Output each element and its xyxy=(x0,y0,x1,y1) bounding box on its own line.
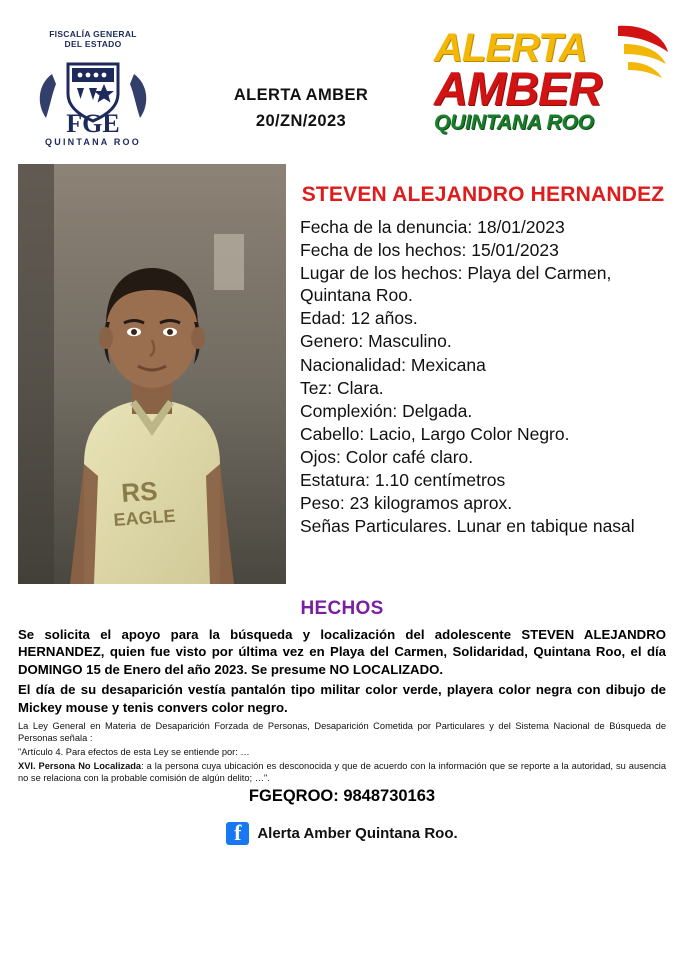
poster-title: ALERTA AMBER xyxy=(233,86,369,104)
field-peso xyxy=(300,492,666,514)
person-info xyxy=(286,164,666,584)
field-fecha-denuncia xyxy=(300,216,666,238)
field-edad xyxy=(300,307,666,329)
field-value: Playa del Carmen, Quintana Roo. xyxy=(300,263,612,306)
facebook-icon[interactable] xyxy=(226,822,249,845)
field-complexion xyxy=(300,400,666,422)
field-label: Fecha de la denuncia: xyxy=(300,217,473,238)
hechos-heading: HECHOS xyxy=(300,598,384,619)
field-value: Particulares. Lunar en tabique nasal xyxy=(354,515,635,536)
legal-note xyxy=(18,720,666,784)
field-label: Señas xyxy=(300,515,350,536)
field-value: Delgada. xyxy=(402,400,473,421)
field-label: Lugar de los hechos: xyxy=(300,263,463,284)
svg-text:EAGLE: EAGLE xyxy=(112,505,177,530)
fge-seal-block xyxy=(18,16,168,147)
field-value: 23 kilogramos aprox. xyxy=(349,492,513,513)
legal-term: XVI. Persona No Localizada xyxy=(18,761,142,772)
fge-logo-icon xyxy=(28,54,158,136)
missing-person-photo xyxy=(18,164,286,584)
facebook-row[interactable] xyxy=(18,822,666,845)
contact-phone[interactable]: FGEQROO: 9848730163 xyxy=(248,786,436,805)
hechos-paragraph-2: El día de su desaparición vestía pantalón tipo militar color verde, playera color negra con dibujo de Mickey mouse y tenis convers color negro. xyxy=(18,682,666,715)
alerta-amber-logo xyxy=(434,16,666,133)
svg-text:FGE: FGE xyxy=(66,108,120,136)
field-genero xyxy=(300,330,666,352)
field-cabello xyxy=(300,423,666,445)
field-value: Masculino. xyxy=(368,331,452,352)
field-lugar-hechos xyxy=(300,262,666,306)
legal-line-3 xyxy=(18,760,666,784)
field-fecha-hechos xyxy=(300,239,666,261)
field-label: Nacionalidad: xyxy=(300,354,407,375)
facebook-page-label[interactable]: Alerta Amber Quintana Roo. xyxy=(257,824,458,842)
person-name: STEVEN ALEJANDRO HERNANDEZ xyxy=(301,183,665,206)
poster-main xyxy=(18,164,666,584)
field-value: 18/01/2023 xyxy=(477,217,565,238)
fge-top-line1: FISCALÍA GENERAL xyxy=(49,29,137,39)
fge-bottom-label: QUINTANA ROO xyxy=(45,136,141,147)
field-label: Edad: xyxy=(300,308,346,329)
field-label: Genero: xyxy=(300,331,364,352)
poster-header xyxy=(18,0,666,160)
amber-logo-line2: AMBER xyxy=(434,61,602,115)
field-value: 12 años. xyxy=(350,308,418,329)
field-value: Lacio, Largo Color Negro. xyxy=(369,423,570,444)
field-label: Cabello: xyxy=(300,423,365,444)
field-label: Tez: xyxy=(300,377,333,398)
field-label: Fecha de los hechos: xyxy=(300,240,467,261)
field-estatura xyxy=(300,469,666,491)
field-senas-particulares xyxy=(300,515,666,537)
field-value: Clara. xyxy=(336,377,384,398)
poster-case-number: 20/ZN/2023 xyxy=(255,112,347,130)
field-value: Mexicana xyxy=(410,354,486,375)
amber-swoosh-icon xyxy=(610,22,670,84)
field-value: 15/01/2023 xyxy=(471,240,559,261)
fge-top-line2: DEL ESTADO xyxy=(64,38,122,49)
field-label: Complexión: xyxy=(300,400,398,421)
svg-text:RS: RS xyxy=(120,475,159,508)
field-nacionalidad xyxy=(300,354,666,376)
field-label: Estatura: xyxy=(300,469,371,490)
hechos-paragraph-1: Se solicita el apoyo para la búsqueda y localización del adolescente STEVEN ALEJANDRO HERNANDEZ, quien fue visto por última vez en Playa del Carmen, Solidaridad, Quintana Roo, el día DOMINGO 15 de Enero del año 2023. Se presume NO LOCALIZADO. xyxy=(18,627,666,677)
amber-logo-line1: ALERTA xyxy=(434,26,587,70)
field-value: Color café claro. xyxy=(345,446,474,467)
legal-line-1: La Ley General en Materia de Desaparición Forzada de Personas, Desaparición Cometida por Particulares y del Sistema Nacional de Búsqueda de Personas señala : xyxy=(18,721,666,744)
field-label: Peso: xyxy=(300,492,345,513)
field-tez xyxy=(300,377,666,399)
field-value: 1.10 centímetros xyxy=(374,469,506,490)
legal-definition: : a la persona cuya ubicación es desconocida y que de acuerdo con la información que se reporte a la autoridad, su ausencia no se relaciona con la probable comisión de algún delito; …". xyxy=(18,761,666,784)
field-ojos xyxy=(300,446,666,468)
field-label: Ojos: xyxy=(300,446,341,467)
poster-title-block xyxy=(168,16,434,131)
amber-logo-line3: QUINTANA ROO xyxy=(434,111,594,135)
legal-line-2: "Artículo 4. Para efectos de esta Ley se entiende por: … xyxy=(18,747,250,758)
